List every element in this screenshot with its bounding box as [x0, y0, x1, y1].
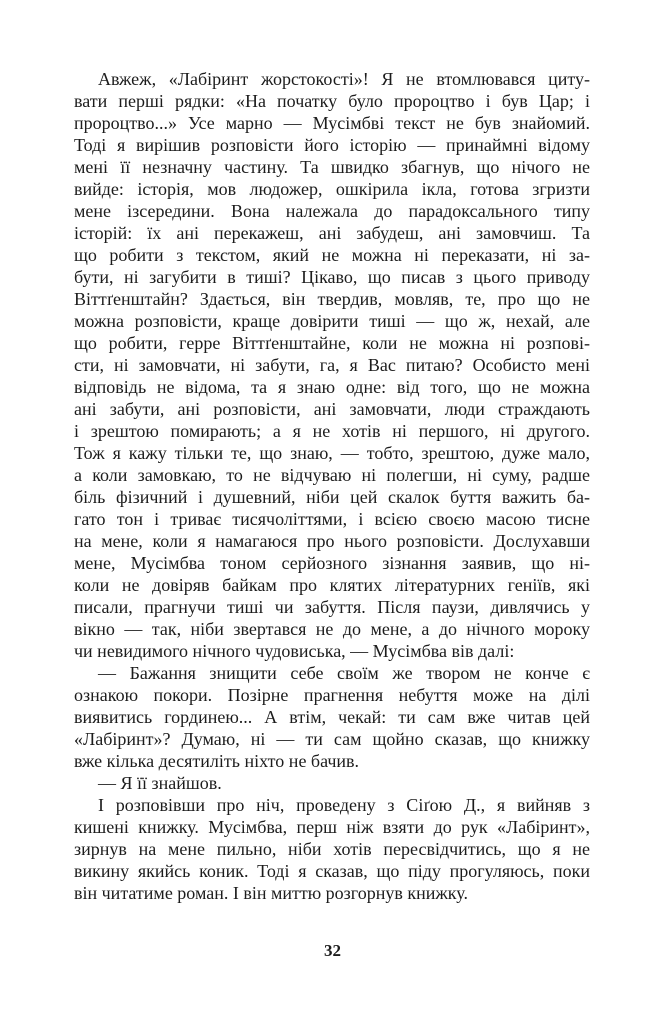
- text-line: І розповівши про ніч, проведену з Сіґою Д., я вийняв з: [98, 795, 590, 815]
- text-line: ані забути, ані розповісти, ані замовчати, люди страждають: [74, 399, 590, 419]
- text-line: історій: їх ані перекажеш, ані забудеш, ані замовчиш. Та: [74, 223, 590, 243]
- text-line: вже кілька десятиліть ніхто не бачив.: [74, 751, 360, 771]
- text-line: сти, ні замовчати, ні забути, га, я Вас питаю? Особисто мені: [74, 355, 590, 375]
- text-line: «Лабіринт»? Думаю, ні — ти сам щойно сказав, що книжку: [74, 729, 590, 749]
- text-line: що робити з текстом, який не можна ні переказати, ні за-: [74, 245, 590, 265]
- text-line: зирнув на мене пильно, ніби хотів пересвідчитись, що я не: [74, 839, 590, 859]
- text-line: виявитись гординею... А втім, чекай: ти сам вже читав цей: [74, 707, 590, 727]
- text-line: гато тон і триває тисячоліттями, і всією своєю масою тисне: [74, 509, 590, 529]
- text-line: коли не довіряв байкам про клятих літературних геніїв, які: [74, 575, 590, 595]
- text-line: мене, Мусімбва тоном серйозного зізнання заявив, що ні-: [74, 553, 590, 573]
- text-line: викину якийсь коник. Тоді я сказав, що піду прогуляюсь, поки: [74, 861, 590, 881]
- text-line: пророцтво...» Усе марно — Мусімбві текст не був знайомий.: [74, 113, 590, 133]
- text-line: на мене, коли я намагаюся про нього розповісти. Дослухавши: [74, 531, 590, 551]
- text-line: Віттґенштайн? Здається, він твердив, мовляв, те, про що не: [74, 289, 590, 309]
- text-line: вийде: історія, мов людожер, ошкірила ікла, готова згризти: [74, 179, 590, 199]
- text-line: можна розповісти, краще довірити тиші — що ж, нехай, але: [74, 311, 590, 331]
- text-line: мені її незначну частину. Та швидко збагнув, що нічого не: [74, 157, 590, 177]
- text-line: що робити, герре Віттґенштайне, коли не можна ні розпові-: [74, 333, 590, 353]
- text-line: чи невидимого нічного чудовиська, — Мусімбва вів далі:: [74, 641, 515, 661]
- text-line: Авжеж, «Лабіринт жорстокості»! Я не втомлювався циту-: [98, 69, 590, 89]
- text-line: кишені книжку. Мусімбва, перш ніж взяти до рук «Лабіринт»,: [74, 817, 590, 837]
- text-line: а коли замовкаю, то не відчуваю ні полегши, ні суму, радше: [74, 465, 590, 485]
- text-line: відповідь не відома, та я знаю одне: від того, що не можна: [74, 377, 590, 397]
- page-text: [74, 68, 590, 904]
- text-line: він читатиме роман. І він миттю розгорнув книжку.: [74, 883, 468, 903]
- text-line: писали, прагнучи тиші чи забуття. Після паузи, дивлячись у: [74, 597, 590, 617]
- text-line: — Я її знайшов.: [98, 773, 222, 793]
- text-line: біль фізичний і душевний, ніби цей скалок буття важить ба-: [74, 487, 590, 507]
- text-line: мене ізсередини. Вона належала до парадоксального типу: [74, 201, 590, 221]
- text-line: ознакою покори. Позірне прагнення небуття може на ділі: [74, 685, 590, 705]
- text-line: бути, ні загубити в тиші? Цікаво, що писав з цього приводу: [74, 267, 590, 287]
- text-line: — Бажання знищити себе своїм же твором не конче є: [98, 663, 590, 683]
- text-line: і зрештою помирають; а я не хотів ні першого, ні другого.: [74, 421, 590, 441]
- text-line: Тоді я вирішив розповісти його історію — принаймні відому: [74, 135, 590, 155]
- text-line: Тож я кажу тільки те, що знаю, — тобто, зрештою, дуже мало,: [74, 443, 590, 463]
- text-line: вати перші рядки: «На початку було пророцтво і був Цар; і: [74, 91, 590, 111]
- text-line: вікно — так, ніби звертався не до мене, а до нічного мороку: [74, 619, 590, 639]
- page-number: 32: [324, 941, 341, 960]
